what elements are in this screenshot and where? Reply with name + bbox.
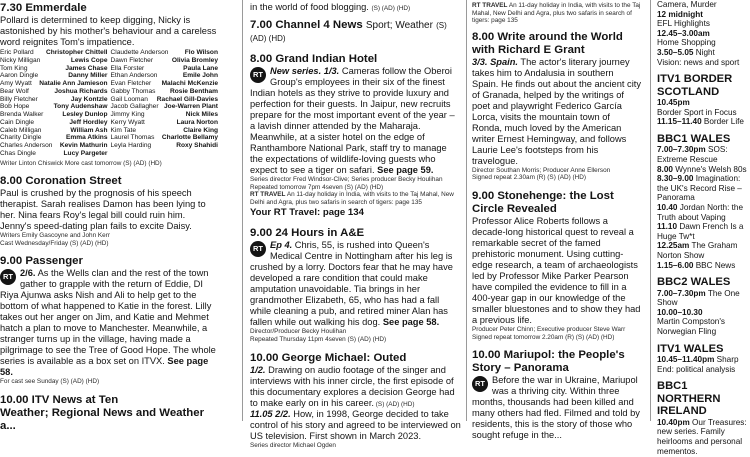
description-text: Chris, 55, is rushed into Queen's Medical Centre in Nottingham after his leg is crushed by a lorry. Doctors fear that he may have developed a rare condition that could make amputation unavoidable. Tia brings in her grandmother Elizabeth, 65, who has had a fall while cleaning a pub, and retired miner Alan has fallen while out walking his dog. [250, 240, 453, 328]
actor-name: Joshua Richards [54, 87, 108, 95]
regional-slot [657, 261, 750, 271]
cast-row [111, 111, 219, 119]
actor-name: Emile John [182, 72, 218, 80]
regional-slot [657, 0, 750, 10]
regional-slot [657, 241, 750, 260]
slot-title: Martin Compston's Norwegian Fling [657, 317, 725, 337]
regional-slot [657, 38, 750, 48]
slot-time: 8.30–9.00 [657, 174, 694, 184]
programme-title: 7.30 Emmerdale [0, 2, 87, 14]
character-name: Ethan Anderson [110, 72, 158, 80]
programme-coronation-street [0, 175, 218, 247]
episode-number: 1/2. [250, 364, 266, 375]
cast-row [111, 134, 219, 142]
character-name: Evan Fletcher [110, 80, 152, 87]
character-name: Gabby Thomas [110, 87, 156, 95]
access-icons: (S) (AD) (HD) [250, 21, 447, 43]
programme-write-around-the-world [472, 31, 642, 182]
cast-row [0, 49, 108, 57]
cast-row [111, 103, 219, 111]
programme-grand-indian-hotel [250, 53, 462, 219]
character-name: Laurel Thomas [110, 134, 155, 142]
slot-time: 10.45pm [657, 98, 690, 108]
slot-time: 10.00–10.30 [657, 307, 703, 317]
actor-name: Malachi McKenzie [161, 80, 218, 87]
character-name: Jimmy King [110, 111, 145, 118]
programme-channel4-news [250, 19, 462, 45]
see-page-reference: See page 59. [374, 165, 434, 175]
programme-description [0, 268, 218, 378]
actor-name: Olivia Bromley [171, 56, 218, 64]
see-page-reference: See page 58. [380, 317, 440, 328]
description-text: How, in 1998, George decided to take control of his story and agreed to be interviewed on US television. First shown in March 2023. [250, 408, 461, 441]
episode-number: 3/3. Spain. [472, 56, 518, 67]
programme-description: Paul is crushed by the prognosis of his speech therapist. Sarah realises Damon has been lying to her. Nina fears Roy's legal bill could ruin him. Jenny's speed-dating plan fails to excite Daisy. [0, 188, 206, 232]
cast-row [111, 72, 219, 80]
programme-title: 8.00 Write around the World with Richard E Grant [472, 30, 623, 56]
programme-credit: Writer Linton Chiswick More cast tomorrow (S) (AD) (HD) [0, 159, 162, 167]
regional-slot [657, 203, 750, 222]
programme-description [250, 240, 462, 328]
actor-name: Claire King [183, 126, 218, 134]
slot-title: Wynne's Welsh 80s [672, 164, 747, 174]
actor-name: Emma Atkins [65, 134, 108, 142]
programme-mariupol [472, 349, 642, 441]
programme-description [250, 66, 462, 176]
slot-title: BBC News [693, 260, 736, 270]
programme-description [250, 2, 462, 13]
regional-channel-heading: ITV1 BORDER SCOTLAND [657, 73, 733, 98]
regional-slot [657, 317, 750, 336]
access-icons: (S) (AD) (HD) [374, 400, 415, 408]
cast-row [111, 127, 219, 135]
column-bbc4 [472, 0, 642, 441]
cast-row [0, 88, 108, 96]
character-name: Gail Looman [110, 95, 148, 103]
programme-credit: Producer Peter Chinn; Executive producer Steve Warr [472, 325, 626, 333]
actor-name: Roxy Shahidi [176, 142, 218, 149]
programme-credit: Series director Michael Ogden [250, 441, 336, 449]
cast-row [0, 65, 108, 73]
character-name: Aaron Dingle [0, 72, 39, 80]
character-name: Eric Pollard [0, 49, 34, 56]
actor-name: James Chase [65, 64, 108, 72]
rt-travel-link[interactable]: Your RT Travel: page 134 [250, 207, 364, 219]
slot-title: The One Show [657, 288, 740, 308]
character-name: Kerry Wyatt [110, 118, 145, 126]
rt-travel-text [472, 2, 642, 25]
slot-time: 7.00–7.30pm [657, 288, 706, 298]
cast-row [0, 142, 108, 150]
cast-row [0, 57, 108, 65]
column-divider [466, 0, 467, 421]
programme-description: Professor Alice Roberts follows a decade-long historical quest to reveal a remarkable secret of the famed prehistoric monument. Using cutting-edge research, a team of archaeologists led by Professor Mike Parker Pearson have compiled the evidence to fill in a 400-year gap in our knowledge of the smaller bluestones and to show they had a previous life. [472, 215, 641, 325]
radio-times-choice-badge: RT [472, 376, 488, 392]
rt-travel-label: RT TRAVEL [250, 191, 286, 199]
character-name: Amy Wyatt [0, 80, 32, 87]
cast-row [111, 57, 219, 65]
regional-channel-heading: ITV1 WALES [657, 342, 724, 355]
programme-description [472, 375, 642, 441]
slot-title: Border Sport in Focus [657, 107, 737, 117]
character-name: Caleb Milligan [0, 126, 42, 134]
regional-slot [657, 117, 750, 127]
regional-slot [657, 29, 750, 39]
slot-title: Vision: news and sport [657, 57, 740, 67]
regional-slot [657, 355, 750, 374]
regional-slot [657, 289, 750, 308]
cast-row [111, 88, 219, 96]
cast-column [0, 49, 108, 158]
actor-name: Natalie Ann Jamieson [39, 80, 108, 87]
character-name: Bear Wolf [0, 87, 29, 95]
programme-title: 10.00 George Michael: Outed [250, 351, 407, 364]
actor-name: Joe-Warren Plant [164, 103, 218, 111]
slot-title: Imagination: the UK's Record Rise – Panorama [657, 174, 742, 203]
actor-name: Flo Wilson [184, 49, 218, 56]
rt-travel-body: An 11-day holiday in India, with visits to the Taj Mahal, New Delhi and Agra, plus two safaris in search of tigers: page 135 [472, 2, 641, 25]
cast-row [0, 134, 108, 142]
actor-name: Lewis Cope [70, 56, 108, 64]
slot-time: 3.50–5.05 [657, 47, 694, 57]
programme-credit: Cast Wednesday/Friday (S) (AD) (HD) [0, 239, 109, 247]
programme-title: 8.00 Coronation Street [0, 175, 122, 188]
character-name: Billy Fletcher [0, 95, 38, 103]
programme-description: Pollard is determined to keep digging, Nicky is astonished by his mother's behaviour and a careless word reignites Tom's impatience. [0, 15, 217, 47]
radio-times-choice-badge: RT [250, 67, 266, 83]
character-name: Chas Dingle [0, 149, 36, 157]
programme-credit: For cast see Sunday (S) (AD) (HD) [0, 378, 100, 386]
slot-time: 10.40pm [657, 417, 690, 427]
programme-passenger [0, 255, 218, 386]
cast-row [0, 72, 108, 80]
character-name: Dawn Fletcher [110, 56, 154, 64]
episode-number: Ep 4. [270, 240, 293, 251]
character-name: Tom King [0, 64, 28, 72]
regional-channel-heading: BBC1 NORTHERN IRELAND [657, 380, 721, 418]
regional-slot [657, 174, 750, 203]
programme-title: 9.00 Stonehenge: the Lost Circle Revealed [472, 189, 614, 215]
regional-continued [657, 0, 750, 67]
regional-blocks [657, 73, 750, 456]
rt-travel-text: An 11-day holiday in India, with visits to the Taj Mahal, New Delhi and Agra, plus two safaris in search of tigers: page 135 [250, 191, 454, 206]
programme-credit: Series director Fred Windsor-Clive; Series producer Becky Houlihan Repeated tomorrow 7pm 4seven (S) (AD) (HD) [250, 176, 443, 191]
regional-slot [657, 19, 750, 29]
rt-travel-label: RT TRAVEL [472, 2, 508, 9]
programme-credit: Signed repeat tomorrow 2.20am (R) (S) (AD) (HD) [472, 333, 615, 341]
cast-row [111, 65, 219, 73]
programme-title: 9.00 Passenger [0, 255, 83, 268]
cast-row [0, 96, 108, 104]
programme-credit: Repeated Thursday 11pm 4seven (S) (AD) (HD) [250, 335, 387, 343]
regional-list [657, 0, 750, 456]
episode-number: 11.05 2/2. [250, 408, 291, 419]
description-text: in the world of food blogging. [250, 2, 369, 12]
regional-slot [657, 48, 750, 58]
description-text: The actor's literary journey takes him to Andalusia in southern Spain. He finds out about the ancient city of Granada, helped by the writings of poet and playwright Federico García Lorca, visits the mountain town of Ronda, much loved by the American writer Ernest Hemingway, and follows Laurie Lee's footsteps from his travelogue. [472, 56, 642, 166]
programme-24-hours-in-ae [250, 227, 462, 343]
description-text: As the Wells clan and the rest of the town gather to grapple with the return of Eddie, DI Riya Ajunwa asks Nish and Ali to help get to the bottom of what happened to Katie in the forest. Lilly takes out her anger on Jim, and Katie and Mehmet hatch a plan to move to Manchester. Meanwhile, a stranger turns up in the village, having made a pilgrimage to see the Tree of Good Hope. The whole series is available as a box set on ITVX. [0, 268, 216, 367]
slot-title: The Graham Norton Show [657, 241, 738, 260]
programme-stonehenge [472, 190, 642, 341]
slot-time: 11.10 [657, 222, 678, 232]
cast-list [0, 49, 218, 158]
slot-title: Home Shopping [657, 38, 716, 48]
cast-row [0, 103, 108, 111]
character-name: Jacob Gallagher [110, 103, 159, 111]
character-name: Cain Dingle [0, 118, 35, 126]
slot-title: Border Life [701, 117, 744, 127]
regional-slot [657, 222, 750, 241]
actor-name: William Ash [70, 126, 108, 134]
slot-title: Camera, Murder [657, 0, 717, 9]
cast-row [0, 127, 108, 135]
column-divider [242, 0, 243, 421]
programme-continued [250, 2, 462, 13]
regional-channel-heading: BBC1 WALES [657, 132, 731, 145]
programme-credit: Writers Emily Gascoyne and John Kerr [0, 232, 110, 240]
actor-name: Christopher Chittell [45, 49, 108, 56]
programme-itv-news [0, 394, 218, 433]
actor-name: Nick Miles [185, 111, 218, 118]
slot-time: 11.15–11.40 [657, 117, 702, 127]
radio-times-choice-badge: RT [0, 269, 16, 285]
slot-title: Dawn French Is a Huge Tw*t [657, 222, 744, 241]
column-divider [650, 0, 651, 421]
rt-travel-promo [250, 191, 462, 206]
description-text: Before the war in Ukraine, Mariupol was a thriving city. Within three months, thousands had been killed and many others had fled. Filmed and told by residents, this is the story of those who sought refuge in the... [472, 375, 640, 441]
actor-name: Charlotte Bellamy [161, 134, 218, 142]
see-page-reference: See page 58. [0, 356, 209, 378]
regional-slot [657, 165, 750, 175]
character-name: Ella Forster [110, 64, 145, 72]
actor-name: Rosie Bentham [170, 87, 218, 95]
slot-title: Night [693, 47, 715, 57]
programme-george-michael [250, 352, 462, 450]
actor-name: Rachael Gill-Davies [156, 95, 218, 103]
cast-row [111, 49, 219, 57]
programme-extra: Weather; Regional News and Weather a... [0, 406, 205, 432]
slot-time: 7.00–7.30pm [657, 145, 706, 155]
radio-times-choice-badge: RT [250, 241, 266, 257]
cast-row [0, 119, 108, 127]
actor-name: Jeff Hordley [69, 118, 108, 126]
cast-row [111, 80, 219, 88]
regional-channel-heading: BBC2 WALES [657, 276, 731, 289]
episode-number: New series. 1/3. [270, 66, 340, 76]
cast-row [0, 80, 108, 88]
title-text: 7.00 Channel 4 News [250, 19, 363, 31]
character-name: Charles Anderson [0, 142, 53, 149]
character-name: Leyla Harding [110, 142, 152, 149]
slot-title: Our Treasures: new series. Family heirlooms and personal mementos. [657, 417, 747, 456]
programme-credit: Director/Producer Becky Houlihan [250, 328, 347, 336]
cast-row [111, 96, 219, 104]
regional-slot [657, 418, 750, 456]
slot-time: 1.15–6.00 [657, 260, 694, 270]
character-name: Nicky Milligan [0, 56, 41, 64]
access-icons: (S) (AD) (HD) [371, 5, 411, 12]
programme-title [250, 19, 462, 45]
regional-slot [657, 108, 750, 118]
slot-title: Jordan North: the Truth about Vaping [657, 203, 744, 222]
programme-title: 10.00 ITV News at Ten [0, 393, 119, 406]
episode-number: 2/6. [20, 268, 36, 279]
column-channel4 [250, 0, 462, 449]
slot-title: SOS: Extreme Rescue [657, 145, 728, 165]
description-text: Cameras follow the Oberoi Group's employees in their six of the finest Indian hotels as they strive to provide luxury and perfection for their guests. In Jaipur, new recruits prepare for the most important event of the year – a lavish dinner attended by the Maharaja. Meanwhile, at a sister hotel on the edge of Ranthambore National Park, staff try to manage the expectations of wildlife-loving guests who expect to see a tiger on safari. [250, 66, 455, 175]
slot-title: Sharp End: political analysis [657, 355, 739, 374]
actor-name: Danny Miller [68, 72, 108, 80]
regional-slot [657, 145, 750, 164]
character-name: Charity Dingle [0, 134, 42, 142]
character-name: Claudette Anderson [110, 49, 169, 56]
cast-column [111, 49, 219, 158]
programme-description [250, 365, 462, 409]
actor-name: Lesley Dunlop [62, 111, 108, 118]
programme-title: 8.00 Grand Indian Hotel [250, 53, 378, 65]
cast-row [0, 111, 108, 119]
programme-description [250, 409, 462, 442]
programme-credit: Director Southan Morris; Producer Anne Ellerson [472, 166, 611, 174]
cast-row [111, 119, 219, 127]
actor-name: Tony Audenshaw [53, 103, 108, 111]
programme-description [472, 57, 642, 167]
slot-time: 10.40 [657, 203, 678, 212]
character-name: Bob Hope [0, 103, 30, 111]
actor-name: Lucy Pargeter [63, 149, 108, 157]
regional-slot [657, 10, 750, 20]
programme-credit: Signed repeat 2.30am (R) (S) (AD) (HD) [472, 174, 586, 182]
actor-name: Kevin Mathurin [59, 142, 108, 149]
character-name: Brenda Walker [0, 111, 44, 118]
programme-title: 10.00 Mariupol: the People's Story – Panorama [472, 349, 625, 375]
rt-travel-promo [472, 2, 642, 25]
slot-time: 12.45–3.00am [657, 28, 710, 38]
regional-slot [657, 308, 750, 318]
column-regional-variations [657, 0, 750, 456]
slot-time: 8.00 [657, 164, 673, 174]
programme-extra: Sport; Weather [365, 20, 433, 31]
programme-title: 9.00 24 Hours in A&E [250, 227, 365, 240]
cast-row [111, 142, 219, 150]
regional-slot [657, 98, 750, 108]
slot-time: 10.45–11.40pm [657, 355, 715, 365]
description-text: Drawing on audio footage of the singer and interviews with his inner circle, the first episode of this documentary explores a decision George had to make early on in his career. [250, 364, 455, 408]
slot-time: 12.25am [657, 241, 690, 251]
column-itv1 [0, 0, 218, 432]
actor-name: Jay Kontzle [70, 95, 108, 103]
slot-time: 12 midnight [657, 9, 703, 19]
cast-row [0, 150, 108, 158]
actor-name: Laura Norton [176, 118, 218, 126]
regional-slot [657, 58, 750, 68]
programme-emmerdale [0, 2, 218, 167]
slot-title: EFL Highlights [657, 19, 710, 29]
character-name: Kim Tate [110, 126, 137, 134]
actor-name: Paula Lane [183, 64, 218, 72]
